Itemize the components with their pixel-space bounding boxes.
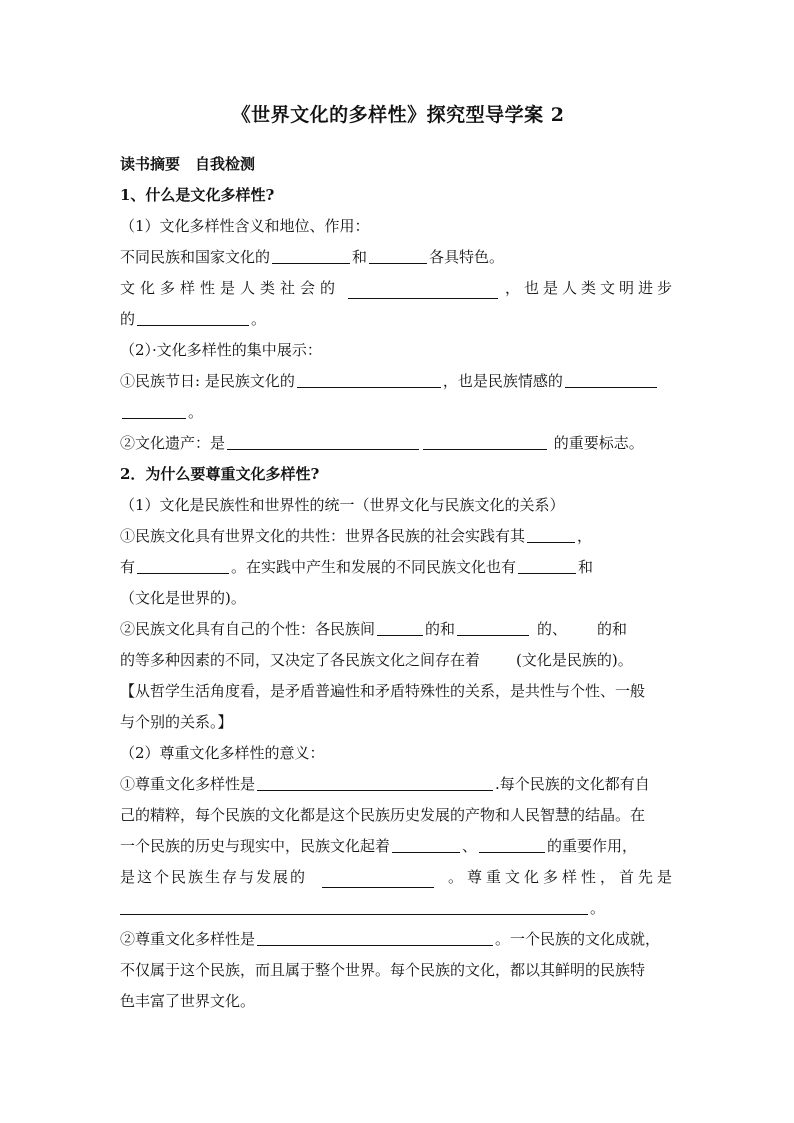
- question-1-heading: 1、什么是文化多样性?: [120, 186, 275, 204]
- text: 。: [188, 403, 204, 421]
- text: 和: [352, 248, 368, 266]
- fill-blank[interactable]: [348, 279, 498, 299]
- text: 文化多样性是人类社会的: [120, 279, 341, 297]
- q1-line-2: [120, 273, 676, 304]
- q2-line-1: [120, 521, 676, 552]
- fill-blank[interactable]: [257, 926, 493, 946]
- q2-line-6: 【从哲学生活角度看，是矛盾普遍性和矛盾特殊性的关系，是共性与个性、一般: [120, 682, 646, 700]
- fill-blank[interactable]: [518, 554, 576, 574]
- text: 有: [120, 558, 136, 576]
- text: ②文化遗产：是: [120, 434, 226, 452]
- text: 的等多种因素的不同，又决定了各民族文化之间存在着: [120, 651, 481, 669]
- q2-line-3: （文化是世界的)。: [120, 589, 246, 607]
- q2-meaning-line-2: 己的精粹，每个民族的文化都是这个民族历史发展的产物和人民智慧的结晶。在: [120, 806, 646, 824]
- text: ②民族文化具有自己的个性：各民族间: [120, 620, 376, 638]
- q1-line-4: [120, 366, 676, 397]
- text: 各具特色。: [429, 248, 505, 266]
- q1-line-6: [120, 428, 676, 459]
- text: 、: [462, 837, 478, 855]
- q2-meaning-line-7: 不仅属于这个民族，而且属于整个世界。每个民族的文化，都以其鲜明的民族特: [120, 961, 646, 979]
- document-title: 《世界文化的多样性》探究型导学案 2: [231, 104, 565, 126]
- fill-blank[interactable]: [122, 399, 186, 419]
- text: ，也是民族情感的: [442, 372, 563, 390]
- question-2-heading: 2．为什么要尊重文化多样性?: [120, 465, 320, 483]
- q2-subheading-2: （2）尊重文化多样性的意义：: [120, 744, 325, 762]
- q1-line-5: [120, 397, 676, 428]
- q1-line-1: [120, 242, 676, 273]
- text: ①民族文化具有世界文化的共性：世界各民族的社会实践有其: [120, 527, 526, 545]
- text: 的重要标志。: [553, 434, 644, 452]
- text: ①民族节日: 是民族文化的: [120, 372, 295, 390]
- fill-blank[interactable]: [377, 616, 423, 636]
- fill-blank[interactable]: [120, 895, 588, 915]
- fill-blank[interactable]: [423, 430, 547, 450]
- document-page: [120, 100, 676, 1017]
- q2-meaning-line-6: [120, 924, 676, 955]
- fill-blank[interactable]: [257, 771, 493, 791]
- fill-blank[interactable]: [322, 868, 434, 888]
- fill-blank[interactable]: [137, 554, 229, 574]
- text: ，也是人类文明进步: [504, 279, 676, 297]
- q2-meaning-line-1: [120, 769, 676, 800]
- text: ①尊重文化多样性是: [120, 775, 256, 793]
- text: ②尊重文化多样性是: [120, 930, 256, 948]
- q1-line-3: [120, 304, 676, 335]
- q2-subheading-1: （1）文化是民族性和世界性的统一（世界文化与民族文化的关系）: [120, 496, 565, 514]
- section-header: 读书摘要 自我检测: [120, 155, 256, 173]
- text: 。: [251, 310, 267, 328]
- q2-line-5: [120, 645, 676, 676]
- fill-blank[interactable]: [227, 430, 419, 450]
- text: 和: [578, 558, 594, 576]
- text: 。: [590, 899, 606, 917]
- text: 的、: [537, 620, 568, 638]
- text: 的: [120, 310, 136, 328]
- q2-line-7: 与个别的关系。】: [120, 713, 233, 731]
- text: .每个民族的文化都有自: [495, 775, 650, 793]
- text: 的和: [425, 620, 456, 638]
- fill-blank[interactable]: [457, 616, 529, 636]
- text: 。尊重文化多样性，首先是: [447, 868, 676, 886]
- fill-blank[interactable]: [479, 833, 545, 853]
- fill-blank[interactable]: [137, 306, 249, 326]
- text: 一个民族的历史与现实中，民族文化起着: [120, 837, 391, 855]
- q2-meaning-line-5: [120, 893, 676, 924]
- text: 的重要作用，: [547, 837, 638, 855]
- text: 。一个民族的文化成就，: [495, 930, 661, 948]
- fill-blank[interactable]: [272, 244, 350, 264]
- text: 。在实践中产生和发展的不同民族文化也有: [231, 558, 517, 576]
- text: 的和: [597, 620, 628, 638]
- q2-meaning-line-8: 色丰富了世界文化。: [120, 992, 256, 1010]
- fill-blank[interactable]: [527, 523, 575, 543]
- text: 不同民族和国家文化的: [120, 248, 271, 266]
- fill-blank[interactable]: [565, 368, 657, 388]
- q1-subheading-2: （2）·文化多样性的集中展示：: [120, 341, 322, 359]
- q1-subheading-1: （1）文化多样性含义和地位、作用：: [120, 217, 370, 235]
- fill-blank[interactable]: [369, 244, 427, 264]
- fill-blank[interactable]: [392, 833, 460, 853]
- q2-line-2: [120, 552, 676, 583]
- q2-meaning-line-3: [120, 831, 676, 862]
- text: 是这个民族生存与发展的: [120, 868, 308, 886]
- text: ，: [577, 527, 593, 545]
- fill-blank[interactable]: [297, 368, 441, 388]
- text: (文化是民族的)。: [516, 651, 633, 669]
- q2-meaning-line-4: [120, 862, 676, 893]
- q2-line-4: [120, 614, 676, 645]
